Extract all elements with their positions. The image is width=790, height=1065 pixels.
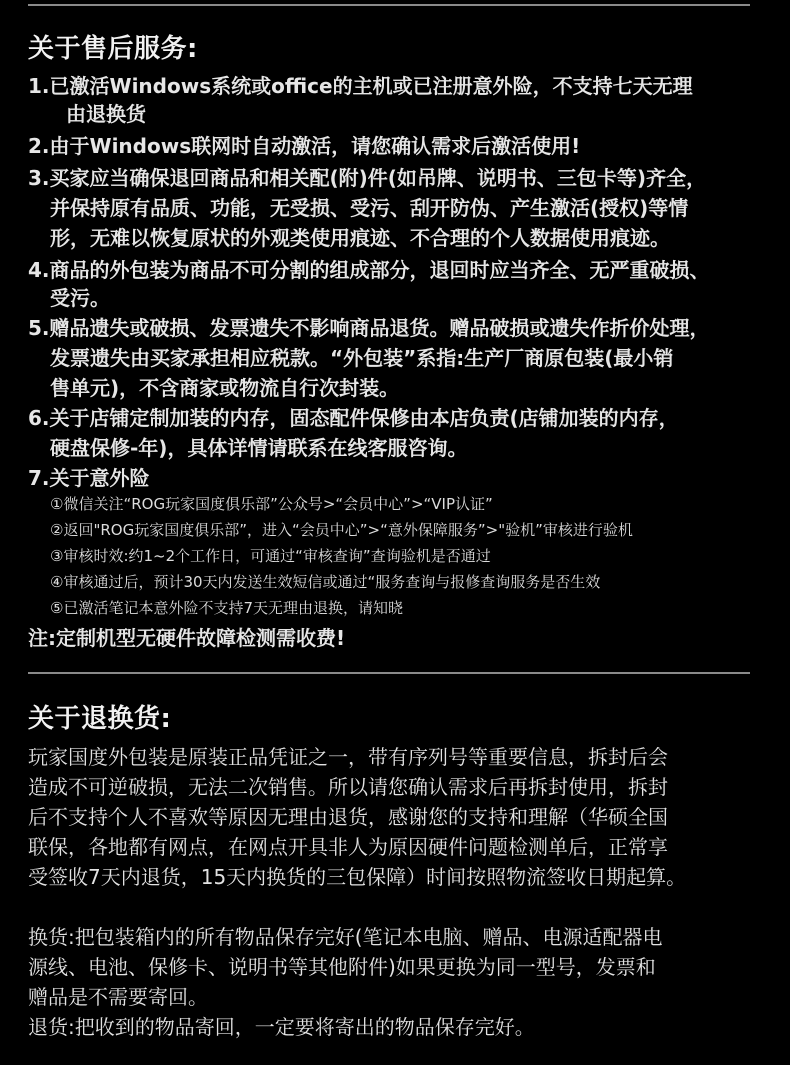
policy-line: 硬盘保修-年)，具体详情请联系在线客服咨询。 (50, 436, 468, 460)
return-paragraph-line: 玩家国度外包装是原装正品凭证之一，带有序列号等重要信息，拆封后会 (28, 745, 668, 769)
custom-model-note: 注:定制机型无硬件故障检测需收费! (28, 626, 346, 650)
return-line: 退货:把收到的物品寄回，一定要将寄出的物品保存完好。 (28, 1015, 535, 1039)
insurance-step: ⑤已激活笔记本意外险不支持7天无理由退换，请知晓 (50, 599, 403, 617)
insurance-step: ④审核通过后，预计30天内发送生效短信或通过“服务查询与报修查询服务是否生效 (50, 573, 601, 591)
policy-line: 由退换货 (66, 102, 146, 126)
policy-line: 5.赠品遗失或破损、发票遗失不影响商品退货。赠品破损或遗失作折价处理， (28, 316, 710, 340)
policy-line: 发票遗失由买家承担相应税款。“外包装”系指:生产厂商原包装(最小销 (50, 346, 674, 370)
policy-line: 3.买家应当确保退回商品和相关配(附)件(如吊牌、说明书、三包卡等)齐全， (28, 166, 707, 190)
policy-line: 1.已激活Windows系统或office的主机或已注册意外险，不支持七天无理 (28, 74, 693, 98)
return-paragraph-line: 受签收7天内退货，15天内换货的三包保障）时间按照物流签收日期起算。 (28, 865, 687, 889)
policy-line: 形，无难以恢复原状的外观类使用痕迹、不合理的个人数据使用痕迹。 (50, 226, 670, 250)
return-paragraph-line: 造成不可逆破损，无法二次销售。所以请您确认需求后再拆封使用，拆封 (28, 775, 668, 799)
policy-line: 受污。 (50, 286, 110, 310)
policy-line: 2.由于Windows联网时自动激活，请您确认需求后激活使用! (28, 134, 581, 158)
after-sales-title: 关于售后服务: (28, 34, 198, 64)
return-exchange-title: 关于退换货: (28, 704, 172, 734)
section-divider (28, 672, 750, 674)
policy-line: 4.商品的外包装为商品不可分割的组成部分，退回时应当齐全、无严重破损、 (28, 258, 710, 282)
policy-line: 7.关于意外险 (28, 466, 150, 490)
exchange-line: 换货:把包装箱内的所有物品保存完好(笔记本电脑、赠品、电源适配器电 (28, 925, 663, 949)
return-paragraph-line: 后不支持个人不喜欢等原因无理由退货，感谢您的支持和理解（华硕全国 (28, 805, 668, 829)
insurance-step: ②返回"ROG玩家国度俱乐部”，进入“会员中心”>“意外保障服务”>"验机”审核进行验机 (50, 521, 633, 539)
exchange-line: 赠品是不需要寄回。 (28, 985, 208, 1009)
insurance-step: ③审核时效:约1~2个工作日，可通过“审核查询”查询验机是否通过 (50, 547, 491, 565)
return-paragraph-line: 联保，各地都有网点，在网点开具非人为原因硬件问题检测单后，正常享 (28, 835, 668, 859)
policy-line: 售单元)，不含商家或物流自行次封装。 (50, 376, 400, 400)
exchange-line: 源线、电池、保修卡、说明书等其他附件)如果更换为同一型号，发票和 (28, 955, 656, 979)
top-divider (28, 4, 750, 6)
policy-line: 并保持原有品质、功能，无受损、受污、刮开防伪、产生激活(授权)等情 (50, 196, 689, 220)
policy-line: 6.关于店铺定制加装的内存，固态配件保修由本店负责(店铺加装的内存， (28, 406, 679, 430)
insurance-step: ①微信关注“ROG玩家国度俱乐部”公众号>“会员中心”>“VIP认证” (50, 495, 493, 513)
